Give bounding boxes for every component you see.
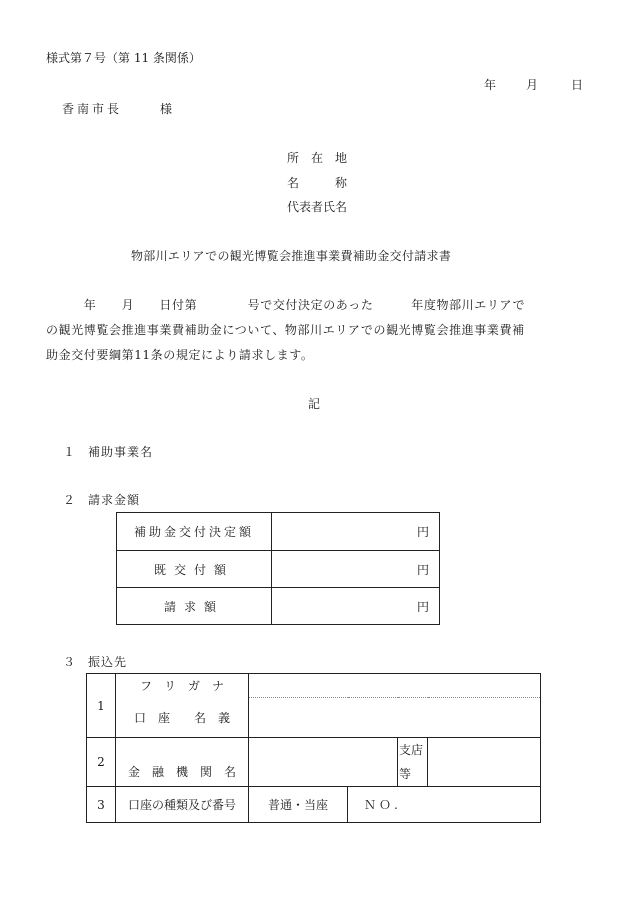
amount-table	[116, 512, 440, 625]
amount-unit: 円	[272, 551, 440, 588]
date-year: 年	[484, 78, 497, 92]
account-type-value[interactable]: 普通・当座	[249, 787, 348, 823]
bank-table	[86, 673, 541, 823]
amount-label: 請求額	[117, 588, 272, 625]
addressee-name: 香南市長	[62, 102, 123, 116]
section1-number: １	[63, 445, 76, 459]
section2-number: ２	[63, 493, 76, 507]
branch-label-bottom: 等	[399, 767, 412, 781]
date-month: 月	[526, 78, 539, 92]
furigana-label: フ リ ガ ナ	[116, 674, 249, 698]
address-label: 所 在 地	[287, 151, 348, 165]
bank-row	[87, 738, 541, 787]
body-paragraph	[46, 293, 586, 368]
row-number: 2	[87, 738, 116, 787]
section2-label: 請求金額	[88, 493, 141, 507]
body-line-1: 年 月 日付第 号で交付決定のあった 年度物部川エリアで	[46, 298, 526, 312]
account-type-row	[87, 787, 541, 823]
row-number: 1	[87, 674, 116, 738]
name-label: 名 称	[287, 176, 348, 190]
body-line-2: の観光博覧会推進事業費補助金について、物部川エリアでの観光博覧会推進事業費補	[46, 323, 525, 337]
amount-row	[117, 588, 440, 625]
holder-field[interactable]	[249, 698, 541, 738]
bank-field[interactable]	[249, 738, 398, 787]
account-type-label: 口座の種類及び番号	[116, 787, 249, 823]
furigana-field[interactable]	[249, 674, 541, 698]
section1-label: 補助事業名	[88, 445, 154, 459]
branch-label	[398, 738, 428, 787]
holder-label: 口 座 名 義	[116, 698, 249, 738]
amount-row	[117, 551, 440, 588]
amount-unit: 円	[272, 588, 440, 625]
amount-label: 補助金交付決定額	[117, 513, 272, 551]
body-line-3: 助金交付要綱第11条の規定により請求します。	[46, 348, 314, 362]
furigana-row	[87, 674, 541, 698]
document-title: 物部川エリアでの観光博覧会推進事業費補助金交付請求書	[131, 249, 452, 263]
row-number: 3	[87, 787, 116, 823]
form-number: 様式第７号（第 11 条関係）	[46, 51, 201, 65]
branch-field[interactable]	[428, 738, 541, 787]
amount-label: 既交付額	[117, 551, 272, 588]
date-day: 日	[571, 78, 584, 92]
addressee-suffix: 様	[160, 102, 173, 116]
ki-heading: 記	[308, 397, 321, 411]
holder-row	[87, 698, 541, 738]
representative-label: 代表者氏名	[287, 200, 348, 214]
section3-number: ３	[63, 655, 76, 669]
amount-row	[117, 513, 440, 551]
account-number-field[interactable]: ＮＯ.	[348, 787, 541, 823]
amount-unit: 円	[272, 513, 440, 551]
section3-label: 振込先	[88, 655, 128, 669]
branch-label-top: 支店	[399, 743, 424, 757]
bank-label: 金 融 機 関 名	[116, 738, 249, 787]
